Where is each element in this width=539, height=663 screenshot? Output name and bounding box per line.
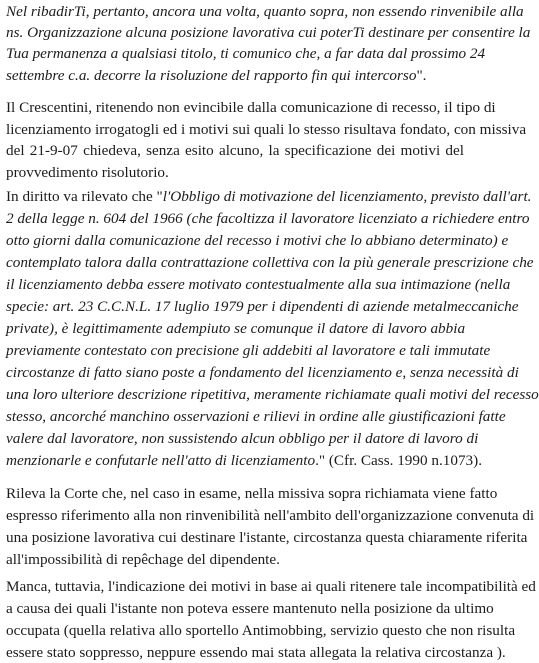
text-segment: l'Obbligo di motivazione del licenziamento, previsto dall'art. [162,188,532,205]
text-segment: menzionarle e confutarle nell'atto di licenziamento [6,452,316,469]
paragraph-1-line-1 [6,2,524,22]
text-segment: ." (Cfr. Cass. 1990 n.1073). [315,452,482,469]
text-segment: una posizione lavorativa cui destinare l'istante, circostanza questa chiaramente riferita [6,529,528,546]
paragraph-3-line-6 [6,297,519,317]
paragraph-3-line-13 [6,451,482,471]
text-segment: una loro ulteriore descrizione ripetitiva, meramente richiamate quali motivi del recesso [6,386,539,403]
text-segment: Il Crescentini, ritenendo non evincibile dalla comunicazione di recesso, il tipo di [6,99,496,116]
paragraph-3-line-4 [6,253,534,273]
paragraph-2-line-3 [6,141,464,161]
paragraph-3-line-2 [6,209,530,229]
text-segment: Nel ribadirTi, pertanto, ancora una volta, quanto sopra, non essendo rinvenibile alla [6,3,524,20]
text-segment: ns. Organizzazione alcuna posizione lavorativa cui poterTi destinare per consentire la [6,24,531,41]
text-segment: ". [416,67,427,84]
paragraph-1-line-3 [6,44,486,64]
text-segment: Manca, tuttavia, l'indicazione dei motivi in base ai quali ritenere tale incompatibilità ed [6,578,536,595]
paragraph-5-line-2 [6,599,494,619]
text-segment: In diritto va rilevato che " [6,188,163,205]
paragraph-3-line-1 [6,187,532,207]
paragraph-4-line-4 [6,550,464,570]
paragraph-3-line-9 [6,363,519,383]
text-segment: 2 della legge n. 604 del 1966 (che facoltizza il lavoratore licenziato a richiedere entro [6,210,530,227]
paragraph-3-line-7 [6,319,464,339]
paragraph-3-line-5 [6,275,511,295]
paragraph-1-line-2 [6,23,531,43]
text-segment: contemplato talora dalla contrattazione collettiva con la più generale prescrizione che [6,254,534,271]
paragraph-2-line-4 [6,163,464,183]
paragraph-2-line-2 [6,120,527,140]
text-segment: del 21-9-07 chiedeva, senza esito alcuno, la specificazione dei motivi del [6,142,464,159]
text-segment: espresso riferimento alla non rinvenibilità nell'ambito dell'organizzazione convenuta di [6,507,535,524]
paragraph-3-line-8 [6,341,491,361]
paragraph-5-line-3 [6,621,516,641]
text-segment: provvedimento risolutorio. [6,164,169,181]
text-segment: licenziamento irrogatogli ed i motivi sui quali lo stesso risultava fondato, con missiva [6,121,527,138]
paragraph-1-line-4 [6,66,464,86]
text-segment: Rileva la Corte che, nel caso in esame, nella missiva sopra richiamata viene fatto [6,485,498,502]
paragraph-3-line-3 [6,231,509,251]
paragraph-3-line-12 [6,429,479,449]
text-segment: otto giorni dalla comunicazione del recesso i motivi che lo abbiano determinato) e [6,232,509,249]
text-segment: il licenziamento debba essere motivato contestualmente alla sua intimazione (nella [6,276,511,293]
paragraph-4-line-1 [6,484,498,504]
text-segment: Tua permanenza a qualsiasi titolo, ti comunico che, a far data dal prossimo 24 [6,45,486,62]
text-segment: specie: art. 23 C.C.N.L. 17 luglio 1979 per i dipendenti di aziende metalmeccaniche [6,298,519,315]
text-segment: occupata (quella relativa allo sportello Antimobbing, servizio questo che non risulta [6,622,516,639]
paragraph-2-line-1 [6,98,496,118]
text-segment: settembre c.a. decorre la risoluzione del rapporto fin qui intercorso [6,67,417,84]
text-segment: previamente contestato con precisione gli addebiti al lavoratore e tali immutate [6,342,491,359]
text-segment: circostanze di fatto siano poste a fondamento del licenziamento e, senza necessità di [6,364,519,381]
paragraph-5-line-1 [6,577,536,597]
paragraph-3-line-10 [6,385,539,405]
text-segment: all'impossibilità di repêchage del dipendente. [6,551,280,568]
text-segment: a causa dei quali l'istante non poteva essere mantenuto nella posizione da ultimo [6,600,494,617]
paragraph-4-line-3 [6,528,528,548]
text-segment: essere stato soppresso, neppure essendo mai stata allegata la relativa circostanza ). [6,644,506,661]
paragraph-5-line-4 [6,643,506,663]
paragraph-4-line-2 [6,506,535,526]
text-segment: stesso, ancorché manchino osservazioni e rilievi in ordine alle giustificazioni fatte [6,408,506,425]
text-segment: private), è legittimamente adempiuto se comunque il datore di lavoro abbia [6,320,466,337]
paragraph-3-line-11 [6,407,506,427]
text-segment: valere dal lavoratore, non sussistendo alcun obbligo per il datore di lavoro di [6,430,479,447]
